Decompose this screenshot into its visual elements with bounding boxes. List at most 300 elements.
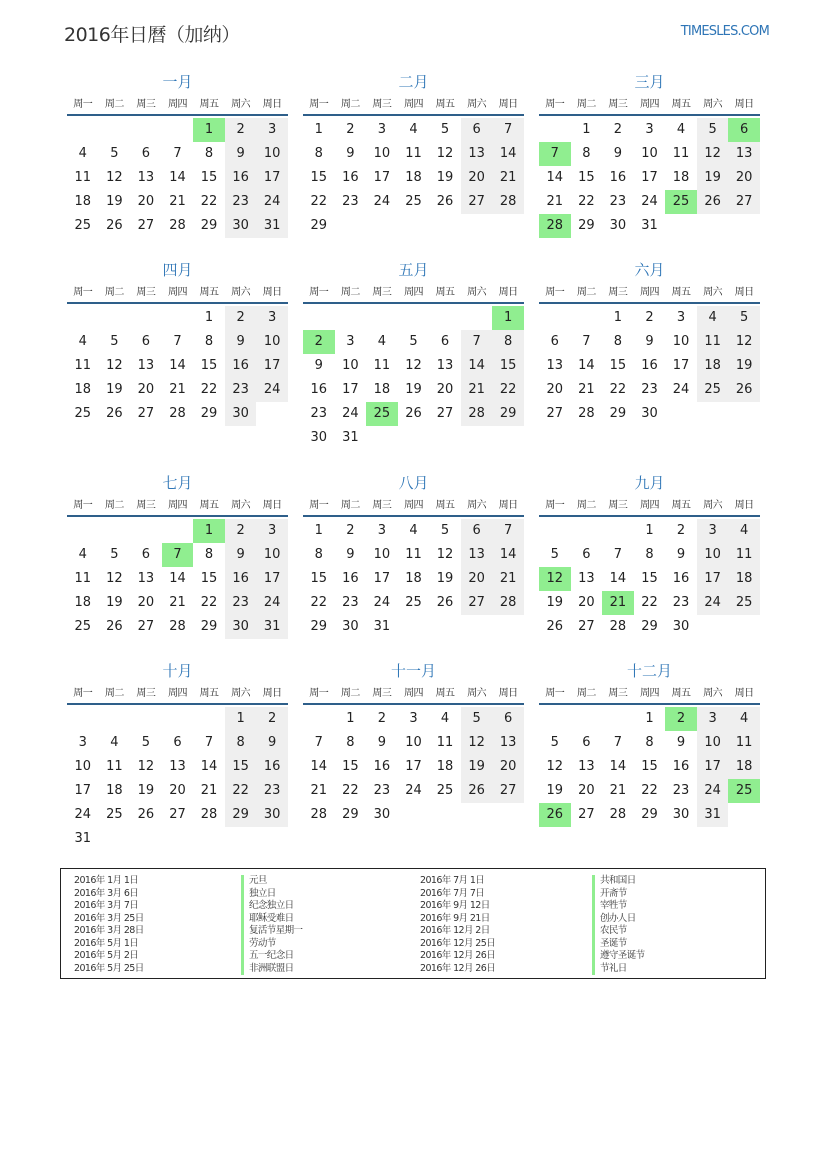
weekday-label: 周一: [73, 688, 93, 699]
legend-holiday-name: 非洲联盟日: [241, 963, 302, 976]
day-cell: 17: [672, 358, 690, 373]
day-cell: 6: [141, 334, 151, 349]
week-row: [539, 803, 760, 827]
weekday-label: 周日: [262, 287, 282, 298]
day-cell: 22: [200, 382, 218, 397]
weekend-day-cell: 25: [728, 591, 760, 615]
empty-cell: [429, 306, 461, 330]
holiday-day-cell: 1: [193, 519, 225, 543]
weekday-label: 周五: [199, 287, 219, 298]
day-cell: 20: [169, 783, 186, 798]
day-cell: 4: [78, 334, 87, 349]
day-cell: 29: [641, 807, 658, 822]
day-cell: 21: [310, 783, 328, 798]
weekday-header: [303, 96, 524, 116]
day-cell: 8: [314, 547, 323, 562]
day-cell: 18: [672, 170, 690, 185]
day-cell: 5: [110, 547, 119, 562]
week-row: [303, 543, 524, 567]
weekday-label: 周四: [639, 287, 659, 298]
week-row: [539, 755, 760, 779]
day-cell: 25: [436, 783, 454, 798]
legend-holiday-date: 2016年 9月 12日: [420, 900, 490, 911]
empty-cell: [67, 707, 99, 731]
day-cell: 29: [578, 218, 595, 233]
day-cell: 29: [609, 406, 627, 421]
weekday-label: 周一: [73, 287, 93, 298]
weekday-label: 周六: [703, 99, 723, 110]
day-cell: 26: [405, 406, 422, 421]
empty-cell: [398, 615, 430, 639]
day-cell: 21: [578, 382, 595, 397]
empty-cell: [728, 214, 760, 238]
weekend-day-cell: 14: [461, 354, 493, 378]
empty-cell: [665, 214, 697, 238]
day-cell: 9: [645, 334, 654, 349]
legend-holiday-name: 复活节星期一: [241, 925, 302, 938]
empty-cell: [162, 707, 194, 731]
empty-cell: [539, 707, 571, 731]
day-cell: 30: [609, 218, 627, 233]
weekend-day-cell: 24: [256, 378, 288, 402]
day-cell: 29: [200, 406, 218, 421]
weekend-day-cell: 23: [225, 591, 257, 615]
legend-holiday-name: 独立日: [241, 888, 302, 901]
day-cell: 29: [200, 218, 218, 233]
day-cell: 10: [373, 547, 391, 562]
day-cell: 20: [137, 595, 155, 610]
week-row: [67, 707, 288, 731]
day-cell: 29: [641, 619, 658, 634]
weekend-day-cell: 12: [728, 330, 760, 354]
weekday-label: 周四: [403, 500, 423, 511]
day-cell: 22: [200, 595, 218, 610]
weekday-label: 周五: [199, 99, 219, 110]
empty-cell: [429, 803, 461, 827]
day-cell: 30: [672, 807, 690, 822]
day-cell: 12: [106, 571, 123, 586]
empty-cell: [539, 118, 571, 142]
weekend-day-cell: 9: [225, 330, 257, 354]
empty-cell: [193, 707, 225, 731]
day-cell: 6: [141, 146, 151, 161]
weekday-label: 周二: [340, 500, 360, 511]
day-cell: 21: [546, 194, 564, 209]
weekend-day-cell: 27: [728, 190, 760, 214]
empty-cell: [571, 306, 603, 330]
day-cell: 26: [436, 194, 454, 209]
weekday-label: 周日: [262, 688, 282, 699]
weekend-day-cell: 12: [697, 142, 729, 166]
day-cell: 9: [676, 547, 686, 562]
week-row: [303, 402, 524, 426]
empty-cell: [697, 214, 729, 238]
day-cell: 25: [405, 194, 422, 209]
week-row: [539, 567, 760, 591]
day-cell: 3: [377, 523, 387, 538]
weekend-day-cell: 20: [492, 755, 524, 779]
weekday-label: 周日: [498, 99, 518, 110]
weekend-day-cell: 31: [256, 214, 288, 238]
day-cell: 10: [405, 735, 422, 750]
weekday-label: 周四: [403, 287, 423, 298]
weekday-label: 周三: [372, 99, 392, 110]
weekday-label: 周六: [231, 500, 251, 511]
day-cell: 8: [346, 735, 355, 750]
weekday-label: 周三: [608, 99, 628, 110]
empty-cell: [256, 402, 288, 426]
weekday-label: 周六: [231, 99, 251, 110]
day-cell: 27: [578, 807, 595, 822]
week-row: [539, 378, 760, 402]
weekday-header: [539, 96, 760, 116]
weekend-day-cell: 28: [492, 190, 524, 214]
day-cell: 21: [200, 783, 218, 798]
day-cell: 17: [641, 170, 658, 185]
holiday-day-cell: 28: [539, 214, 571, 238]
weekday-label: 周三: [136, 500, 156, 511]
weekend-day-cell: 31: [256, 615, 288, 639]
day-cell: 24: [405, 783, 422, 798]
empty-cell: [225, 827, 257, 851]
weekend-day-cell: 18: [728, 567, 760, 591]
day-cell: 19: [106, 194, 123, 209]
day-cell: 7: [173, 334, 182, 349]
weekend-day-cell: 17: [256, 354, 288, 378]
weekend-day-cell: 4: [728, 707, 760, 731]
empty-cell: [728, 402, 760, 426]
empty-cell: [130, 827, 162, 851]
day-cell: 11: [106, 759, 123, 774]
day-cell: 4: [676, 122, 686, 137]
weekend-day-cell: 3: [256, 118, 288, 142]
day-cell: 1: [613, 310, 623, 325]
weekend-day-cell: 22: [492, 378, 524, 402]
week-row: [539, 166, 760, 190]
weekend-day-cell: 12: [461, 731, 493, 755]
legend-holiday-date: 2016年 3月 6日: [74, 887, 139, 899]
empty-cell: [303, 707, 335, 731]
day-cell: 19: [436, 571, 454, 586]
weekend-day-cell: 22: [225, 779, 257, 803]
day-cell: 19: [436, 170, 454, 185]
empty-cell: [366, 426, 398, 450]
weekday-label: 周六: [467, 99, 487, 110]
holiday-legend: [60, 868, 766, 979]
day-cell: 5: [110, 334, 119, 349]
week-row: [539, 707, 760, 731]
week-row: [67, 190, 288, 214]
weekend-day-cell: 10: [697, 543, 729, 567]
holiday-day-cell: 25: [665, 190, 697, 214]
day-cell: 18: [74, 595, 92, 610]
legend-holiday-name: 圣诞节: [592, 938, 645, 951]
day-cell: 15: [200, 571, 218, 586]
day-cell: 23: [609, 194, 627, 209]
brand-link[interactable]: TIMESLES.COM: [680, 24, 769, 39]
day-cell: 11: [74, 170, 92, 185]
weekday-label: 周六: [703, 500, 723, 511]
day-cell: 3: [78, 735, 87, 750]
legend-holiday-name: 劳动节: [241, 938, 302, 951]
weekend-day-cell: 8: [492, 330, 524, 354]
month-calendar: [539, 473, 760, 639]
weekday-label: 周二: [104, 688, 124, 699]
weekday-label: 周五: [435, 500, 455, 511]
day-cell: 31: [641, 218, 658, 233]
day-cell: 28: [578, 406, 595, 421]
day-cell: 16: [310, 382, 328, 397]
day-cell: 8: [582, 146, 591, 161]
empty-cell: [335, 214, 367, 238]
day-cell: 9: [676, 735, 686, 750]
weekday-label: 周一: [73, 99, 93, 110]
day-cell: 21: [609, 783, 627, 798]
weekday-label: 周五: [671, 99, 691, 110]
weekend-day-cell: 18: [728, 755, 760, 779]
weekday-label: 周三: [136, 688, 156, 699]
day-cell: 15: [578, 170, 595, 185]
legend-holiday-name: 共和国日: [592, 875, 645, 888]
weekend-day-cell: 16: [225, 166, 257, 190]
day-cell: 10: [342, 358, 359, 373]
weekend-day-cell: 27: [492, 779, 524, 803]
holiday-day-cell: 2: [665, 707, 697, 731]
legend-holiday-date: 2016年 5月 25日: [74, 962, 144, 974]
weekend-day-cell: 20: [728, 166, 760, 190]
day-cell: 16: [641, 358, 658, 373]
day-cell: 9: [314, 358, 323, 373]
weekday-label: 周日: [734, 99, 754, 110]
empty-cell: [571, 519, 603, 543]
day-cell: 15: [641, 571, 658, 586]
weekday-label: 周五: [435, 287, 455, 298]
weekend-day-cell: 24: [697, 779, 729, 803]
day-cell: 6: [173, 735, 182, 750]
week-row: [303, 591, 524, 615]
month-name: 四月: [162, 261, 193, 279]
day-cell: 18: [106, 783, 123, 798]
day-cell: 24: [74, 807, 92, 822]
day-cell: 7: [582, 334, 591, 349]
day-cell: 28: [200, 807, 218, 822]
legend-holiday-date: 2016年 7月 1日: [420, 875, 485, 886]
weekday-label: 周五: [435, 688, 455, 699]
day-cell: 5: [409, 334, 418, 349]
weekend-day-cell: 3: [256, 519, 288, 543]
week-row: [539, 306, 760, 330]
day-cell: 13: [578, 759, 595, 774]
weekday-label: 周一: [309, 99, 329, 110]
day-cell: 27: [546, 406, 564, 421]
weekend-day-cell: 16: [256, 755, 288, 779]
week-row: [67, 166, 288, 190]
empty-cell: [130, 306, 162, 330]
month-calendar: [67, 473, 288, 639]
week-row: [67, 803, 288, 827]
month-calendar: [303, 473, 524, 639]
weekday-label: 周五: [199, 688, 219, 699]
day-cell: 13: [137, 571, 155, 586]
legend-dates-column-1: [74, 875, 144, 975]
empty-cell: [398, 803, 430, 827]
weekday-label: 周六: [467, 287, 487, 298]
month-name: 二月: [398, 73, 429, 91]
month-calendar: [67, 260, 288, 426]
week-row: [539, 330, 760, 354]
day-cell: 5: [141, 735, 151, 750]
day-cell: 23: [310, 406, 328, 421]
weekday-label: 周二: [104, 99, 124, 110]
day-cell: 26: [137, 807, 155, 822]
weekend-day-cell: 7: [461, 330, 493, 354]
day-cell: 10: [74, 759, 92, 774]
weekend-day-cell: 21: [492, 567, 524, 591]
weekday-label: 周二: [576, 500, 596, 511]
month-name: 三月: [634, 73, 665, 91]
week-row: [67, 354, 288, 378]
day-cell: 8: [314, 146, 323, 161]
holiday-day-cell: 6: [728, 118, 760, 142]
weekday-label: 周日: [734, 500, 754, 511]
weekend-day-cell: 14: [492, 142, 524, 166]
week-row: [303, 166, 524, 190]
month-calendar: [539, 260, 760, 426]
month-calendar: [67, 72, 288, 238]
day-cell: 22: [200, 194, 218, 209]
day-cell: 11: [74, 358, 92, 373]
weekday-label: 周四: [167, 500, 187, 511]
weekday-label: 周四: [167, 688, 187, 699]
day-cell: 7: [314, 735, 323, 750]
week-row: [67, 543, 288, 567]
legend-holiday-date: 2016年 3月 28日: [74, 925, 144, 936]
week-row: [303, 803, 524, 827]
day-cell: 29: [200, 619, 218, 634]
day-cell: 27: [137, 406, 155, 421]
day-cell: 5: [550, 735, 559, 750]
week-row: [539, 402, 760, 426]
weekend-day-cell: 3: [256, 306, 288, 330]
empty-cell: [461, 214, 493, 238]
week-row: [539, 118, 760, 142]
empty-cell: [193, 827, 225, 851]
week-row: [539, 354, 760, 378]
weekday-header: [539, 497, 760, 517]
day-cell: 12: [106, 358, 123, 373]
empty-cell: [728, 615, 760, 639]
weekday-label: 周一: [309, 500, 329, 511]
day-cell: 2: [377, 711, 387, 726]
weekend-day-cell: 30: [225, 402, 257, 426]
legend-holiday-date: 2016年 9月 21日: [420, 912, 490, 924]
day-cell: 20: [546, 382, 564, 397]
day-cell: 26: [106, 619, 123, 634]
day-cell: 19: [546, 595, 564, 610]
week-row: [67, 330, 288, 354]
weekday-label: 周日: [262, 99, 282, 110]
day-cell: 14: [609, 571, 627, 586]
day-cell: 15: [609, 358, 627, 373]
legend-holiday-date: 2016年 12月 25日: [420, 937, 496, 949]
day-cell: 3: [676, 310, 686, 325]
day-cell: 13: [546, 358, 564, 373]
legend-names-column-2: [592, 875, 645, 975]
day-cell: 24: [342, 406, 359, 421]
legend-holiday-name: 农民节: [592, 925, 645, 938]
weekday-label: 周六: [231, 688, 251, 699]
day-cell: 18: [405, 571, 422, 586]
empty-cell: [130, 519, 162, 543]
day-cell: 17: [405, 759, 422, 774]
empty-cell: [492, 214, 524, 238]
day-cell: 27: [436, 406, 454, 421]
day-cell: 8: [204, 334, 214, 349]
day-cell: 2: [346, 122, 355, 137]
page-title: 2016年日曆（加纳）: [64, 24, 240, 46]
month-calendar: [67, 661, 288, 851]
weekday-label: 周四: [639, 688, 659, 699]
weekend-day-cell: 17: [697, 755, 729, 779]
empty-cell: [697, 402, 729, 426]
weekday-label: 周六: [231, 287, 251, 298]
day-cell: 2: [645, 310, 654, 325]
weekend-day-cell: 2: [225, 118, 257, 142]
day-cell: 28: [609, 807, 627, 822]
month-name: 六月: [634, 261, 665, 279]
day-cell: 13: [436, 358, 454, 373]
empty-cell: [99, 118, 131, 142]
day-cell: 18: [373, 382, 391, 397]
week-row: [539, 615, 760, 639]
legend-holiday-date: 2016年 12月 26日: [420, 962, 496, 974]
day-cell: 22: [310, 194, 328, 209]
weekend-day-cell: 28: [492, 591, 524, 615]
day-cell: 20: [436, 382, 454, 397]
weekend-day-cell: 1: [225, 707, 257, 731]
week-row: [67, 402, 288, 426]
day-cell: 11: [405, 146, 422, 161]
empty-cell: [335, 306, 367, 330]
day-cell: 5: [110, 146, 119, 161]
day-cell: 5: [550, 547, 559, 562]
week-row: [67, 755, 288, 779]
day-cell: 30: [672, 619, 690, 634]
day-cell: 19: [405, 382, 422, 397]
week-row: [539, 731, 760, 755]
day-cell: 14: [310, 759, 328, 774]
day-cell: 11: [405, 547, 422, 562]
day-cell: 1: [314, 122, 323, 137]
week-row: [539, 779, 760, 803]
weekend-day-cell: 4: [697, 306, 729, 330]
weekday-label: 周五: [671, 287, 691, 298]
day-cell: 15: [200, 358, 218, 373]
weekend-day-cell: 24: [256, 190, 288, 214]
weekday-label: 周日: [734, 688, 754, 699]
day-cell: 28: [169, 619, 186, 634]
week-row: [303, 755, 524, 779]
weekday-header: [67, 96, 288, 116]
day-cell: 27: [137, 619, 155, 634]
legend-holiday-name: 遵守圣诞节: [592, 950, 645, 963]
legend-dates-column-2: [420, 875, 495, 975]
day-cell: 4: [409, 523, 418, 538]
weekend-day-cell: 24: [256, 591, 288, 615]
day-cell: 25: [74, 218, 92, 233]
holiday-day-cell: 7: [162, 543, 194, 567]
weekend-day-cell: 21: [492, 166, 524, 190]
